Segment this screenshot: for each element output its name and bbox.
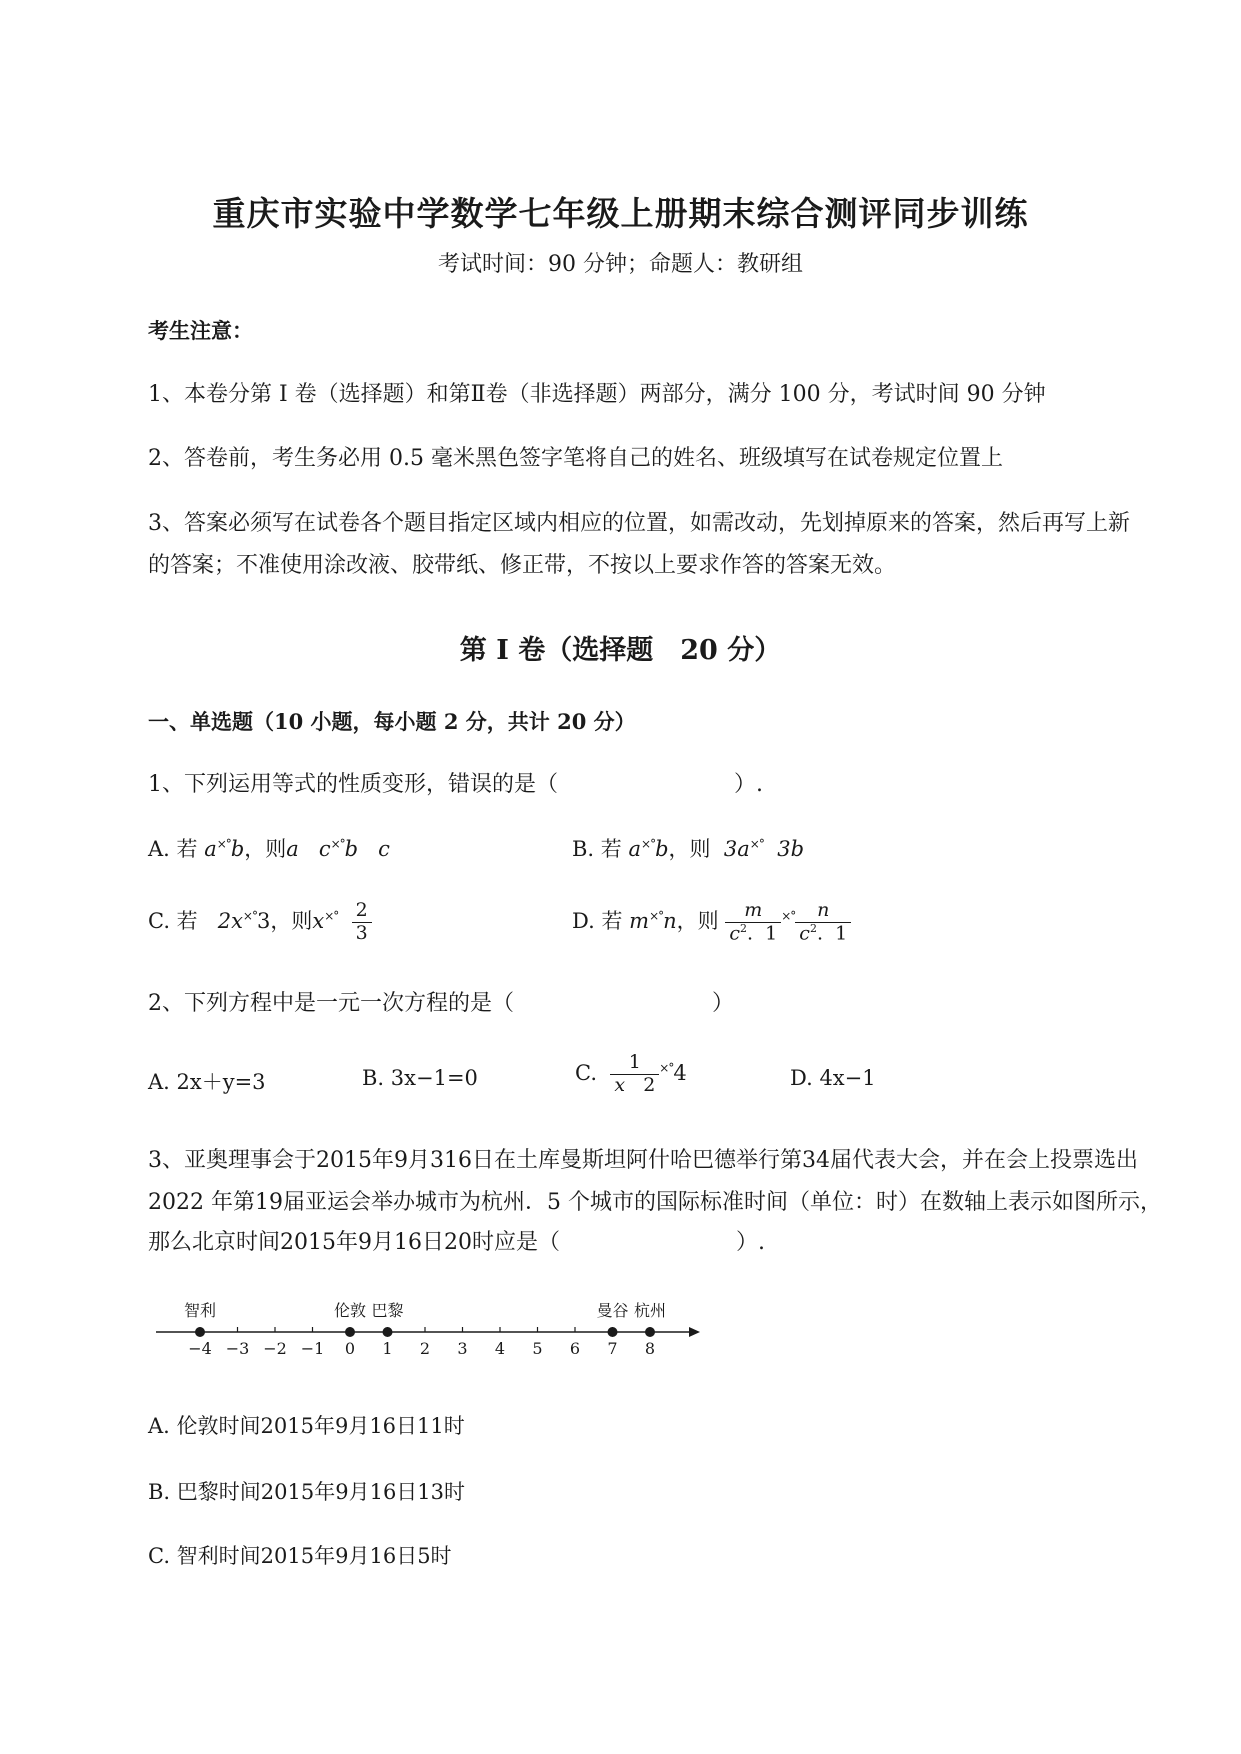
math-var: n <box>663 909 677 934</box>
math-var: b <box>230 837 245 861</box>
q3-option-b[interactable]: B. 巴黎时间2015年9月16日13时 <box>148 1480 466 1504</box>
city-label: 曼谷 <box>596 1301 629 1320</box>
question-1-stem: 1、下列运用等式的性质变形，错误的是（ ）. <box>148 772 763 797</box>
tick-label: 5 <box>532 1339 543 1358</box>
tick-label: 8 <box>644 1339 656 1358</box>
city-point <box>345 1327 355 1337</box>
notice-item-3-cont: 的答案；不准使用涂改液、胶带纸、修正带，不按以上要求作答的答案无效。 <box>148 553 897 578</box>
math-var: 2x <box>217 908 243 933</box>
notice-heading: 考生注意： <box>148 318 253 343</box>
option-text: ，则 <box>668 837 711 861</box>
math-var: c <box>378 837 390 861</box>
fraction: $\frac{2}{3}$ <box>352 900 372 945</box>
tick-label: 0 <box>344 1339 356 1358</box>
math-var: m <box>629 909 650 934</box>
option-text: ，则 <box>676 909 719 934</box>
q2-option-d[interactable]: D. 4x−1 <box>790 1066 876 1090</box>
option-text: ，则 <box>270 908 313 933</box>
option-label: A. 若 <box>148 837 198 861</box>
tick-label: −1 <box>300 1339 325 1358</box>
tick-label: 4 <box>494 1339 506 1358</box>
math-var: a <box>204 837 217 861</box>
q1-option-c[interactable]: C. 若 2x×°3，则x×° $\frac{2}{3}$ <box>148 900 372 945</box>
option-label: B. 若 <box>572 837 622 861</box>
option-text: ，则 <box>244 837 287 861</box>
q3-option-c[interactable]: C. 智利时间2015年9月16日5时 <box>148 1544 452 1568</box>
option-label: C. <box>575 1060 597 1085</box>
q2-option-c[interactable]: C. $\frac{1}{x 2}$ ×°4 <box>575 1051 687 1096</box>
fraction: $\frac{1}{x 2}$ <box>610 1052 659 1097</box>
notice-item-1: 1、本卷分第 I 卷（选择题）和第Ⅱ卷（非选择题）两部分，满分 100 分，考试时间 90 分钟 <box>148 382 1046 407</box>
question-2-stem: 2、下列方程中是一元一次方程的是（ ） <box>148 991 734 1016</box>
q1-option-a[interactable]: A. 若 a×°b，则a c×°b c <box>148 837 390 861</box>
math-var: x <box>312 908 325 933</box>
q1-option-d[interactable]: D. 若 m×°n，则 $\frac{m}{c^2. 1}$ ×° $\frac{n}{c^2. 1}$ <box>572 900 851 945</box>
q2-option-a[interactable]: A. 2x＋y=3 <box>148 1070 266 1094</box>
city-point <box>383 1327 393 1337</box>
q2-option-b[interactable]: B. 3x−1=0 <box>362 1066 478 1090</box>
math-var: a <box>286 837 299 861</box>
fraction: $\frac{n}{c^2. 1}$ <box>795 900 851 945</box>
city-point <box>608 1327 618 1337</box>
q1-option-b[interactable]: B. 若 a×°b，则 3a×° 3b <box>572 837 805 861</box>
tick-label: 1 <box>382 1339 393 1358</box>
tick-label: 6 <box>569 1339 581 1358</box>
tick-label: 2 <box>419 1339 431 1358</box>
math-var: b <box>344 837 359 861</box>
city-point <box>195 1327 205 1337</box>
question-3-stem-line2: 2022 年第19届亚运会举办城市为杭州．5 个城市的国际标准时间（单位：时）在数轴上表示如图所示， <box>148 1190 1162 1215</box>
math-var: 3a <box>723 837 750 861</box>
question-3-stem-line1: 3、亚奥理事会于2015年9月316日在土库曼斯坦阿什哈巴德举行第34届代表大会，并在会上投票选出 <box>148 1148 1138 1173</box>
tick-label: −2 <box>263 1339 287 1358</box>
city-point <box>645 1327 655 1337</box>
city-label: 伦敦 <box>333 1301 367 1320</box>
option-label: D. 若 <box>572 909 623 934</box>
math-var: c <box>318 837 331 861</box>
tick-label: −3 <box>225 1339 250 1358</box>
question-3-stem-line3: 那么北京时间2015年9月16日20时应是（ ）. <box>148 1230 765 1255</box>
math-var: a <box>628 837 642 861</box>
tick-label: −4 <box>188 1339 212 1358</box>
number-line-figure <box>148 1290 708 1370</box>
section-title: 第 I 卷（选择题 20 分） <box>459 635 782 666</box>
exam-subtitle: 考试时间：90 分钟；命题人：教研组 <box>438 252 803 277</box>
city-label: 智利 <box>183 1301 217 1320</box>
city-label: 巴黎 <box>371 1301 404 1320</box>
math-var: 3 <box>256 908 271 933</box>
q3-option-a[interactable]: A. 伦敦时间2015年9月16日11时 <box>148 1414 465 1438</box>
notice-item-3: 3、答案必须写在试卷各个题目指定区域内相应的位置，如需改动，先划掉原来的答案，然后再写上新 <box>148 511 1131 536</box>
math-var: b <box>655 837 669 861</box>
tick-label: 3 <box>457 1339 468 1358</box>
city-label: 杭州 <box>633 1301 667 1320</box>
math-var: 4 <box>673 1060 687 1085</box>
fraction: $\frac{m}{c^2. 1}$ <box>725 900 781 945</box>
axis-arrow <box>689 1327 700 1337</box>
section-subtitle: 一、单选题（10 小题，每小题 2 分，共计 20 分） <box>148 709 636 734</box>
tick-label: 7 <box>607 1339 618 1358</box>
page-title: 重庆市实验中学数学七年级上册期末综合测评同步训练 <box>212 194 1029 233</box>
notice-item-2: 2、答卷前，考生务必用 0.5 毫米黑色签字笔将自己的姓名、班级填写在试卷规定位置上 <box>148 446 1003 471</box>
option-label: C. 若 <box>148 908 198 933</box>
math-var: 3b <box>777 837 805 861</box>
